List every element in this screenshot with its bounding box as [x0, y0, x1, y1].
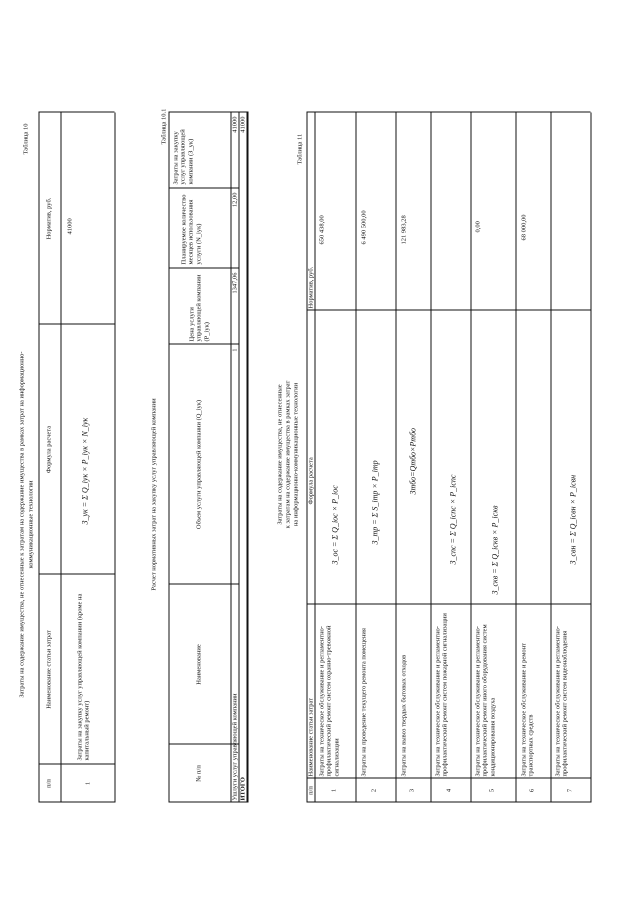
t10-row-formula: З_ук = Σ Q_iук × P_iук × N_iук — [80, 417, 90, 525]
t11-row-n: 1 — [330, 788, 338, 793]
t11-row-name: Затраты на проведение текущего ремонта помещения — [360, 628, 368, 777]
t11-row-n: 6 — [528, 788, 536, 793]
t11-row-name: Затраты на техническое обслуживание и регламентно-профилактический ремонт систем видеонаблюдения — [554, 626, 569, 777]
rotated-page — [1, 0, 640, 905]
t101-row-p: 1347,06 — [231, 272, 239, 294]
t10-row-value: 41000 — [66, 218, 74, 235]
t11-row-n: 7 — [566, 788, 574, 793]
t10-head-name: Наименование статьи затрат — [45, 630, 53, 709]
t11-row-n: 2 — [370, 788, 378, 793]
t101-label: Таблица 10.1 — [160, 108, 168, 145]
t11-row-formula: З_тр = Σ S_iтр × P_iтр — [370, 460, 380, 545]
t11-label: Таблица 11 — [296, 133, 304, 165]
t11-title-line3: на информационно-коммуникационные технологии — [292, 382, 300, 527]
t11-row-value: 6 490 500,00 — [360, 210, 368, 245]
t101-row-total: 41000 — [231, 116, 239, 133]
t10-head-n: п/п — [45, 779, 53, 788]
t11-title-line2: к затратам на содержание имущества в рамках затрат — [284, 380, 292, 529]
t10-row-n: 1 — [84, 781, 92, 786]
t11-row-formula: Зтбо=Qтбо×Pтбо — [408, 427, 418, 495]
t11-row-value: 68 000,00 — [520, 214, 528, 241]
t11-row-formula: З_свн = Σ Q_iсвн × P_iсвн — [568, 474, 578, 565]
t11-row-value: 0,00 — [474, 221, 482, 233]
t101-row-name: Ушлуги услуг управляющей компании — [231, 693, 239, 801]
t11-row-formula: З_спс = Σ Q_iспс × P_iспс — [448, 474, 458, 565]
t10-label: Таблица 10 — [22, 123, 30, 155]
t11-head-name: Наименование статьи затрат — [307, 697, 315, 777]
t101-head-months: Планируемое количество месяцев использования услуги (N_iук) — [180, 194, 203, 265]
t11-head-value: Норматив, руб. — [307, 266, 315, 309]
t11-row-value: 121 983,28 — [400, 215, 408, 245]
t10-row-name: Затраты на закупку услуг управляющей компании (кроме на капитальный ремонт) — [76, 593, 91, 761]
t11-row-formula: З_ос = Σ Q_iос × P_iос — [330, 485, 340, 565]
t101-head-total: Затраты на закупку услуг управляющей компании (З_ук) — [172, 129, 195, 185]
t10-head-formula: Формула расчета — [45, 425, 53, 474]
t10-head-value: Норматив, руб. — [45, 197, 53, 240]
t11-head-formula: Формула расчета — [307, 457, 315, 505]
t11-row-formula: З_скв = Σ Q_iскв × P_iскв — [490, 505, 500, 595]
t101-row-months: 12,00 — [231, 192, 239, 208]
t11-row-name: Затраты на техническое обслуживание и регламентно-профилактический ремонт иного оборудования систем кондиционирования воздуха — [474, 624, 497, 777]
t101-head-name: Наименование — [195, 644, 203, 685]
t11-row-name: Затраты на техническое обслуживание и регламентно-профилактический ремонт систем охранно-тревожной сигнализации — [318, 625, 341, 777]
t11-head-n: п/п — [307, 786, 315, 795]
t11-row-name: Затраты на техническое обслуживание и ремонт транспортных средств — [520, 643, 535, 777]
t101-head-n: № п/п — [195, 765, 203, 782]
t101-head-q: Объем услуги управляющей компании (Q_iук) — [195, 399, 203, 530]
t10-title-line1: Затраты на содержание имущества, не отнесенные к затратам на содержание имущества в рамках затрат на информационно- — [18, 351, 26, 698]
t101-head-p: Цена услуги управляющей компании (P_iук) — [188, 274, 211, 342]
t11-title-line1: Затраты на содержание имущества, не отнесенные — [276, 384, 284, 525]
t101-title: Расчет нормативных затрат на закупку услуг управляющей компании — [150, 398, 158, 591]
t11-row-n: 3 — [408, 788, 416, 793]
t11-row-name: Затраты на техническое обслуживание и регламентно-профилактический ремонт систем пожарной сигнализации — [434, 613, 449, 777]
t101-row-q: 1 — [231, 348, 239, 352]
t11-row-value: 650 438,00 — [318, 215, 326, 245]
t11-row-name: Затраты на вывоз твердых бытовых отходов — [400, 654, 408, 777]
t11-row-n: 4 — [445, 788, 453, 793]
t101-total-value: 41000 — [239, 116, 247, 133]
t101-total-label: ИТОГО — [239, 777, 247, 801]
t10-title-line2: коммуникационные технологии — [27, 480, 35, 569]
t11-row-n: 5 — [488, 788, 496, 793]
